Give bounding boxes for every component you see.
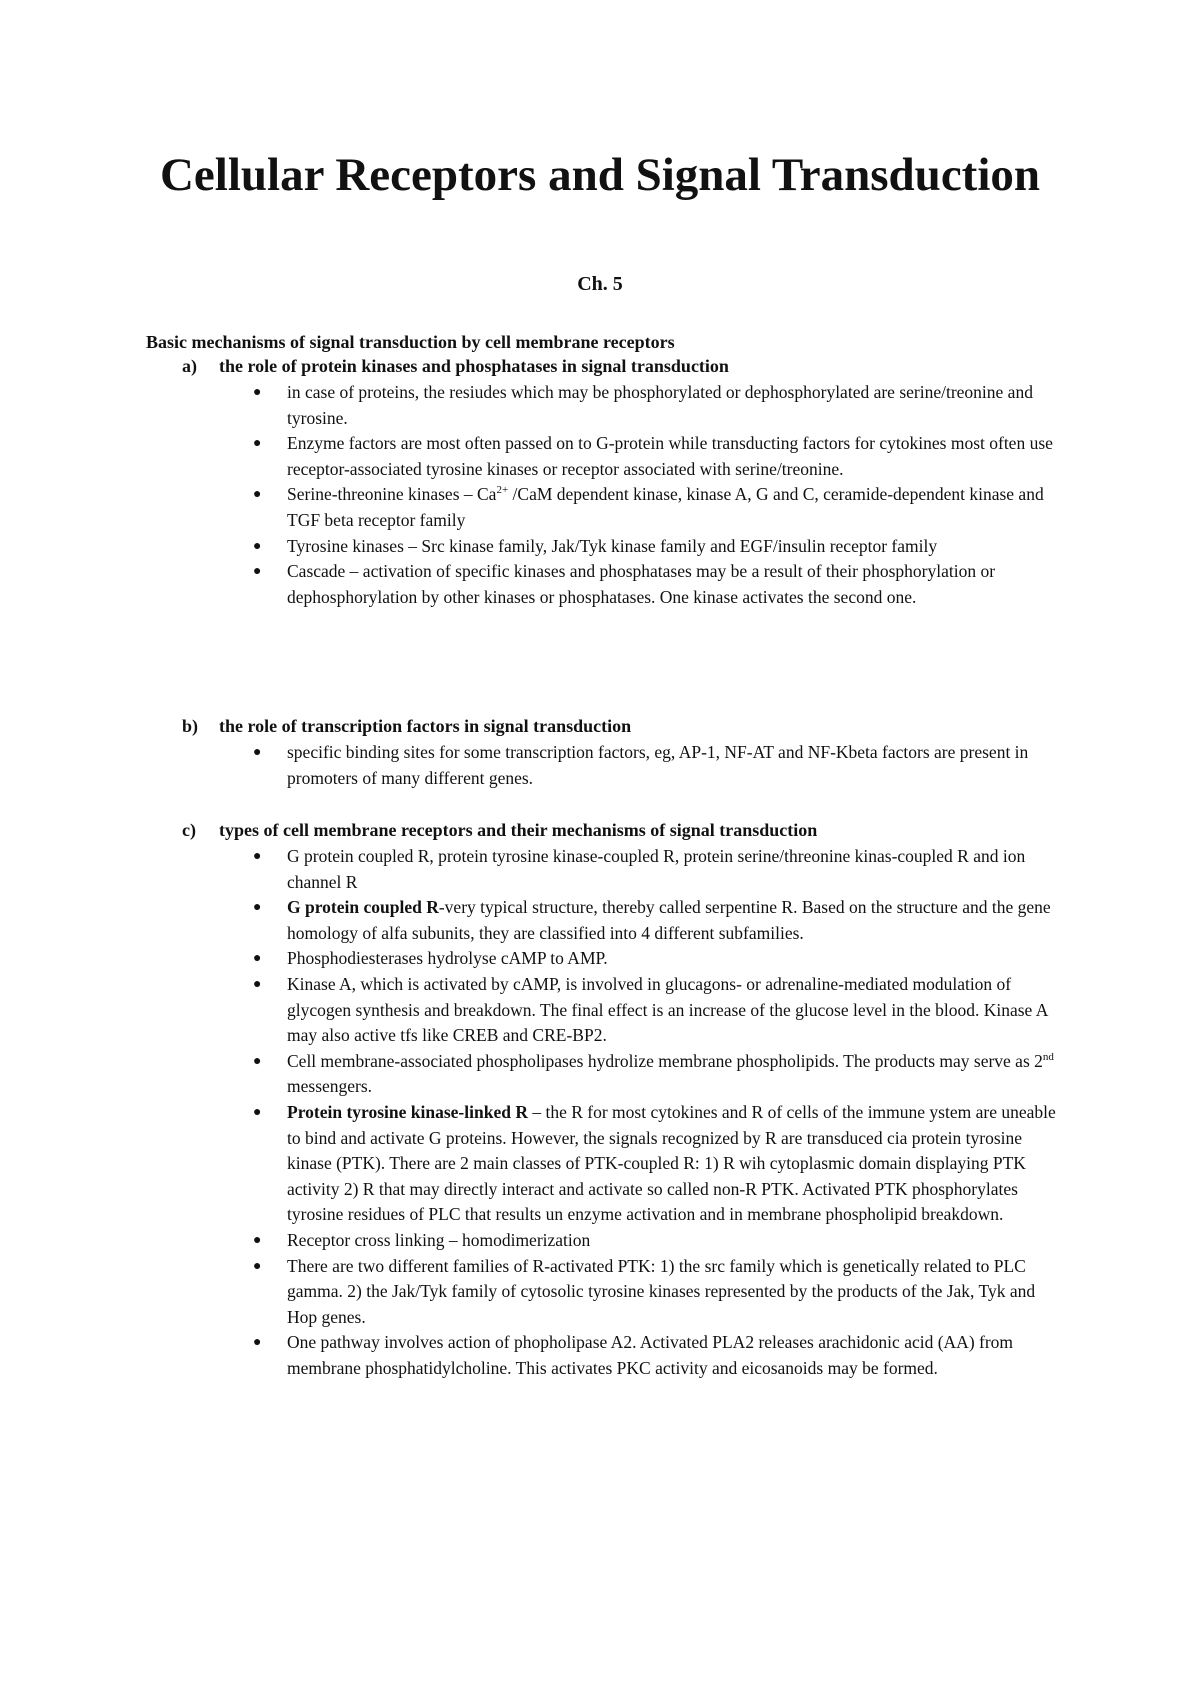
bullet-text: Enzyme factors are most often passed on to G-protein while transducting factors for cytokines most often use receptor-associated tyrosine kinases or receptor associated with serine/treonine. <box>287 433 1053 479</box>
bullet-text: Cascade – activation of specific kinases and phosphatases may be a result of their phosphorylation or dephosphorylation by other kinases or phosphatases. One kinase activates the second one. <box>287 561 996 607</box>
bullet-text: in case of proteins, the resiudes which may be phosphorylated or dephosphorylated are serine/treonine and tyrosine. <box>287 382 1033 428</box>
bullet-icon: ● <box>253 1104 262 1120</box>
bullet-icon: ● <box>253 436 262 452</box>
main-heading: Basic mechanisms of signal transduction by cell membrane receptors <box>146 332 675 352</box>
bullet-text: Phosphodiesterases hydrolyse cAMP to AMP. <box>287 948 608 969</box>
bullet-icon: ● <box>253 385 262 400</box>
bullet-icon: ● <box>253 900 262 916</box>
bullet-item <box>253 844 1067 895</box>
bullet-item <box>253 1049 1067 1100</box>
bullet-text: Receptor cross linking – homodimerization <box>287 1229 591 1250</box>
bullet-icon: ● <box>253 1053 262 1069</box>
bullet-icon: ● <box>253 745 262 760</box>
section-title: the role of transcription factors in signal transduction <box>219 716 632 736</box>
bullet-icon: ● <box>253 538 262 554</box>
bullet-text: messengers. <box>287 1076 373 1097</box>
bullet-text: – the R for most cytokines and R of cells of the immune ystem are uneable to bind and activate G proteins. However, the signals recognized by R are transduced cia protein tyrosine kinase (PTK). There are 2 main classes of PTK-coupled R: 1) R wih cytoplasmic domain displaying PTK activity 2) R that may directly interact and activate so called non-R PTK. Activated PTK phosphorylates tyrosine residues of PLC that results un enzyme activation and in membrane phospholipid breakdown. <box>287 1101 1056 1225</box>
bullet-text: Cell membrane-associated phospholipases hydrolize membrane phospholipids. The products may serve as 2 <box>287 1050 1043 1071</box>
bullet-text: G protein coupled R, protein tyrosine kinase-coupled R, protein serine/threonine kinas-coupled R and ion channel R <box>287 846 1026 892</box>
bullet-item <box>253 559 1067 610</box>
bullet-text: There are two different families of R-activated PTK: 1) the src family which is genetically related to PLC gamma. 2) the Jak/Tyk family of cytosolic tyrosine kinases represented by the products of the Jak, Tyk and Hop genes. <box>287 1255 1036 1327</box>
bullet-item <box>253 1228 1067 1254</box>
bullet-list <box>0 740 1200 791</box>
bullet-bold-text: Protein tyrosine kinase-linked R <box>287 1101 528 1122</box>
superscript: 2+ <box>496 484 509 497</box>
bullet-icon: ● <box>253 564 262 580</box>
bullet-item <box>253 380 1067 431</box>
document-title: Cellular Receptors and Signal Transduction <box>159 149 1041 201</box>
bullet-item <box>253 972 1067 1049</box>
section-label: b) <box>182 716 199 736</box>
bullet-icon: ● <box>253 976 262 992</box>
bullet-icon: ● <box>253 951 262 967</box>
bullet-item <box>253 740 1067 791</box>
bullet-text: specific binding sites for some transcription factors, eg, AP-1, NF-AT and NF-Kbeta factors are present in promoters of many different genes. <box>287 742 1029 788</box>
bullet-text: One pathway involves action of phopholipase A2. Activated PLA2 releases arachidonic acid (AA) from membrane phosphatidylcholine. This activates PKC activity and eicosanoids may be formed. <box>287 1332 1014 1378</box>
bullet-item <box>253 1100 1067 1228</box>
bullet-item <box>253 431 1067 482</box>
bullet-text: -very typical structure, thereby called serpentine R. Based on the structure and the gene homology of alfa subunits, they are classified into 4 different subfamilies. <box>287 897 1051 943</box>
bullet-list <box>0 380 1200 610</box>
superscript: nd <box>1042 1050 1054 1063</box>
bullet-item <box>253 482 1067 533</box>
bullet-item <box>253 946 1067 972</box>
bullet-icon: ● <box>253 1335 262 1351</box>
section-label: a) <box>182 356 197 376</box>
bullet-item <box>253 1330 1067 1381</box>
bullet-text: Serine-threonine kinases – Ca <box>287 484 497 505</box>
bullet-list <box>0 844 1200 1381</box>
bullet-icon: ● <box>253 487 262 503</box>
chapter-label: Ch. 5 <box>577 273 623 295</box>
bullet-text: Tyrosine kinases – Src kinase family, Jak/Tyk kinase family and EGF/insulin receptor family <box>287 535 938 556</box>
section-label: c) <box>182 820 196 840</box>
bullet-text: /CaM dependent kinase, kinase A, G and C, ceramide-dependent kinase and TGF beta receptor family <box>287 484 1044 530</box>
bullet-icon: ● <box>253 1258 262 1274</box>
bullet-item <box>253 534 1067 560</box>
section-title: types of cell membrane receptors and their mechanisms of signal transduction <box>219 820 818 840</box>
bullet-icon: ● <box>253 1232 262 1248</box>
section-title: the role of protein kinases and phosphatases in signal transduction <box>219 356 729 376</box>
bullet-item <box>253 1254 1067 1331</box>
bullet-item <box>253 895 1067 946</box>
bullet-text: Kinase A, which is activated by cAMP, is involved in glucagons- or adrenaline-mediated modulation of glycogen synthesis and breakdown. The final effect is an increase of the glucose level in the blood. Kinase A may also active tfs like CREB and CRE-BP2. <box>287 973 1048 1046</box>
bullet-bold-text: G protein coupled R <box>287 897 439 918</box>
bullet-icon: ● <box>253 849 262 864</box>
